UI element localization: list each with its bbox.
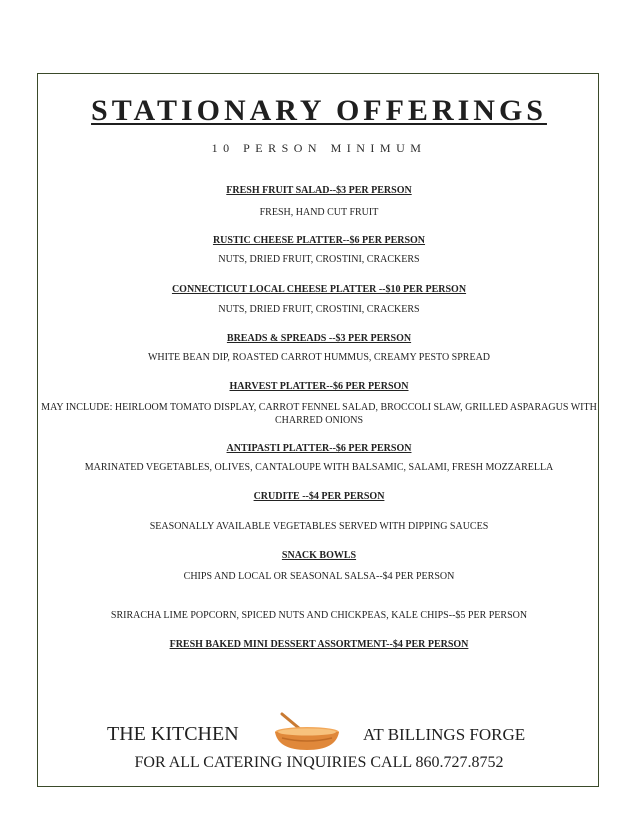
item-description: SRIRACHA LIME POPCORN, SPICED NUTS AND CHICKPEAS, KALE CHIPS--$5 PER PERSON: [110, 610, 528, 621]
item-description: MARINATED VEGETABLES, OLIVES, CANTALOUPE WITH BALSAMIC, SALAMI, FRESH MOZZARELLA: [84, 462, 554, 473]
item-description: SEASONALLY AVAILABLE VEGETABLES SERVED WITH DIPPING SAUCES: [149, 521, 489, 532]
item-description: CHIPS AND LOCAL OR SEASONAL SALSA--$4 PER PERSON: [183, 571, 455, 582]
item-description: FRESH, HAND CUT FRUIT: [259, 207, 379, 218]
item-heading: RUSTIC CHEESE PLATTER--$6 PER PERSON: [212, 235, 426, 246]
item-description: WHITE BEAN DIP, ROASTED CARROT HUMMUS, CREAMY PESTO SPREAD: [147, 352, 491, 363]
item-heading: FRESH FRUIT SALAD--$3 PER PERSON: [226, 185, 412, 196]
item-description: NUTS, DRIED FRUIT, CROSTINI, CRACKERS: [218, 304, 420, 315]
item-heading: ANTIPASTI PLATTER--$6 PER PERSON: [226, 443, 412, 454]
page-subtitle: 10 PERSON MINIMUM: [211, 141, 427, 155]
footer-brand: THE KITCHEN: [107, 723, 239, 745]
page-frame: [37, 73, 599, 787]
item-description: MAY INCLUDE: HEIRLOOM TOMATO DISPLAY, CARROT FENNEL SALAD, BROCCOLI SLAW, GRILLED ASPARAGUS WITH CHARRED ONIONS: [41, 402, 597, 426]
item-description: NUTS, DRIED FRUIT, CROSTINI, CRACKERS: [218, 254, 420, 265]
item-heading: HARVEST PLATTER--$6 PER PERSON: [229, 381, 409, 392]
item-heading: SNACK BOWLS: [281, 550, 357, 561]
item-heading: FRESH BAKED MINI DESSERT ASSORTMENT--$4 PER PERSON: [169, 639, 469, 650]
item-heading: CONNECTICUT LOCAL CHEESE PLATTER --$10 PER PERSON: [171, 284, 467, 295]
page-title: STATIONARY OFFERINGS: [91, 94, 547, 127]
bowl-with-spoon-icon: [272, 712, 342, 752]
item-heading: CRUDITE --$4 PER PERSON: [253, 491, 385, 502]
item-heading: BREADS & SPREADS --$3 PER PERSON: [226, 333, 412, 344]
footer-location: AT BILLINGS FORGE: [363, 725, 526, 744]
catering-inquiry: FOR ALL CATERING INQUIRIES CALL 860.727.8752: [134, 754, 504, 771]
